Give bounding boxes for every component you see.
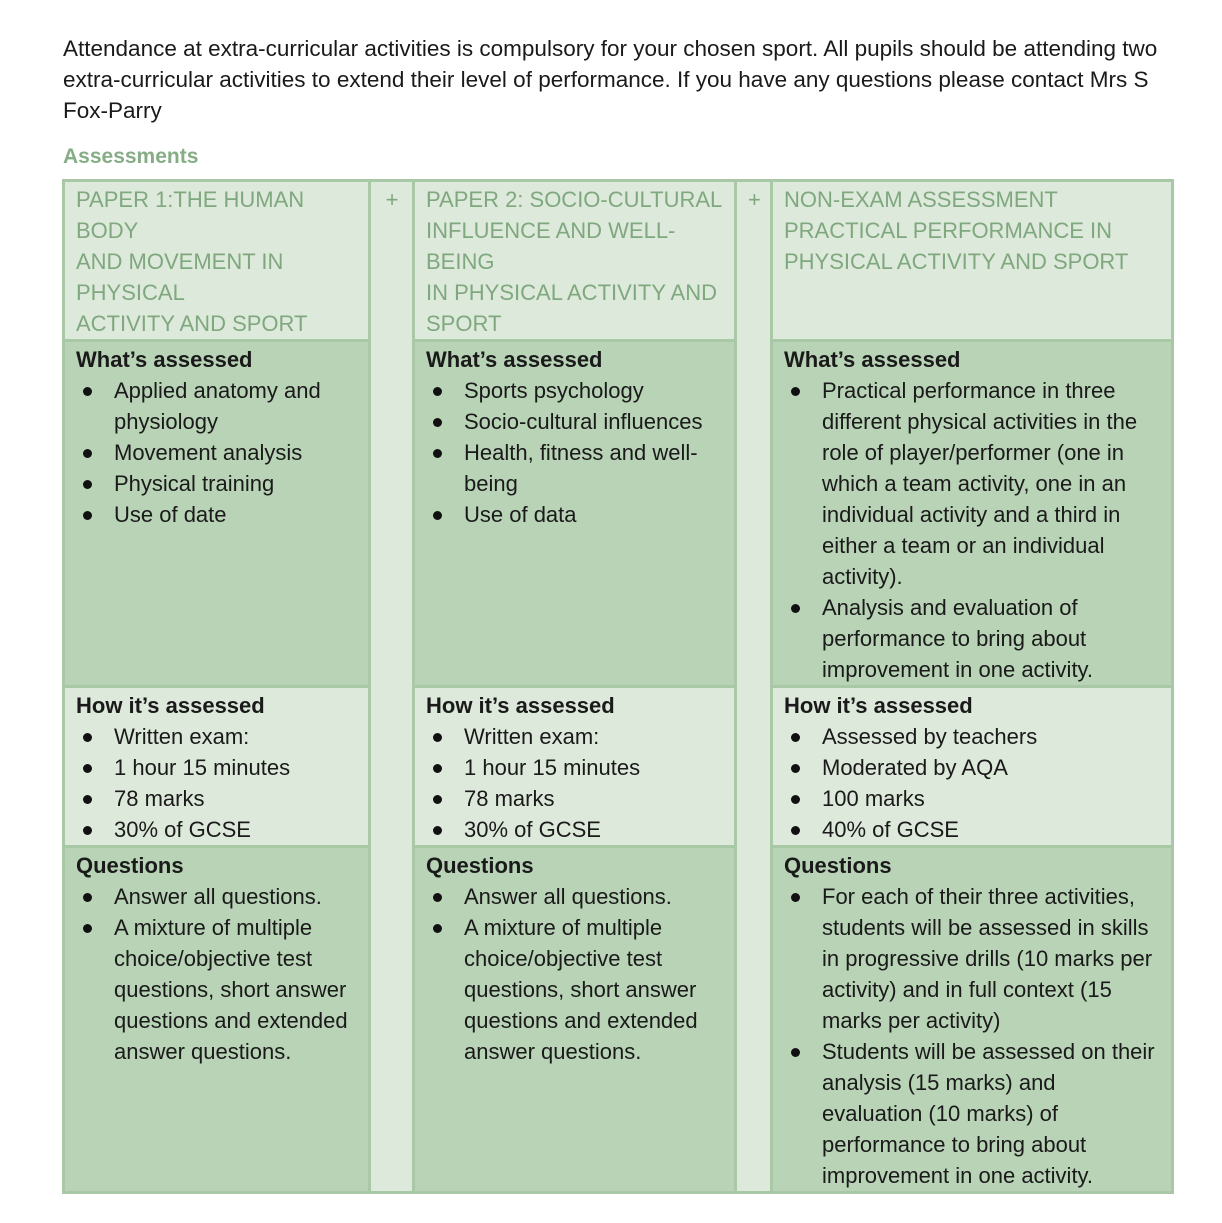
list-item: Assessed by teachers — [784, 721, 1161, 752]
section-title: What’s assessed — [784, 347, 961, 372]
list-item: Physical training — [76, 468, 358, 499]
list-item: Sports psychology — [426, 375, 724, 406]
list-item: Use of date — [76, 499, 358, 530]
whats-assessed-cell — [414, 341, 736, 687]
section-heading: Assessments — [63, 145, 199, 168]
section-title: How it’s assessed — [784, 693, 973, 718]
list-item: For each of their three activities, students will be assessed in skills in progressive drills (10 marks per activity) and in full context (15 marks per activity) — [784, 881, 1161, 1036]
column-header-paper-2: PAPER 2: SOCIO-CULTURAL INFLUENCE AND WELL-BEING IN PHYSICAL ACTIVITY AND SPORT — [414, 181, 736, 341]
list-item: Health, fitness and well-being — [426, 437, 724, 499]
how-assessed-row — [64, 687, 1173, 847]
list-item: Answer all questions. — [76, 881, 358, 912]
list-item: 1 hour 15 minutes — [426, 752, 724, 783]
section-title: What’s assessed — [426, 347, 603, 372]
section-title: How it’s assessed — [426, 693, 615, 718]
plus-separator: + — [736, 181, 772, 1193]
list-item: Practical performance in three different physical activities in the role of player/performer (one in which a team activity, one in an individual activity and a third in either a team or an individual activity). — [784, 375, 1161, 592]
column-header-paper-1: PAPER 1:THE HUMAN BODY AND MOVEMENT IN PHYSICAL ACTIVITY AND SPORT — [64, 181, 370, 341]
list-item: Students will be assessed on their analysis (15 marks) and evaluation (10 marks) of performance to bring about improvement in one activity. — [784, 1036, 1161, 1191]
whats-assessed-cell — [772, 341, 1173, 687]
questions-row — [64, 847, 1173, 1193]
how-assessed-cell — [64, 687, 370, 847]
list-item: Moderated by AQA — [784, 752, 1161, 783]
list-item: 1 hour 15 minutes — [76, 752, 358, 783]
section-title: Questions — [784, 853, 892, 878]
section-title: How it’s assessed — [76, 693, 265, 718]
list-item: Written exam: — [426, 721, 724, 752]
how-assessed-cell — [772, 687, 1173, 847]
how-assessed-cell — [414, 687, 736, 847]
list-item: Use of data — [426, 499, 724, 530]
section-title: What’s assessed — [76, 347, 253, 372]
list-item: 78 marks — [426, 783, 724, 814]
list-item: A mixture of multiple choice/objective test questions, short answer questions and extended answer questions. — [76, 912, 358, 1067]
list-item: 78 marks — [76, 783, 358, 814]
list-item: Written exam: — [76, 721, 358, 752]
header-row — [64, 181, 1173, 341]
list-item: Applied anatomy and physiology — [76, 375, 358, 437]
list-item: 100 marks — [784, 783, 1161, 814]
questions-cell — [772, 847, 1173, 1193]
list-item: A mixture of multiple choice/objective test questions, short answer questions and extended answer questions. — [426, 912, 724, 1067]
assessment-table — [62, 179, 1174, 1194]
questions-cell — [64, 847, 370, 1193]
list-item: 40% of GCSE — [784, 814, 1161, 845]
whats-assessed-cell — [64, 341, 370, 687]
questions-cell — [414, 847, 736, 1193]
list-item: Movement analysis — [76, 437, 358, 468]
section-title: Questions — [426, 853, 534, 878]
section-title: Questions — [76, 853, 184, 878]
list-item: Answer all questions. — [426, 881, 724, 912]
whats-assessed-row — [64, 341, 1173, 687]
list-item: 30% of GCSE — [426, 814, 724, 845]
list-item: Socio-cultural influences — [426, 406, 724, 437]
list-item: Analysis and evaluation of performance to bring about improvement in one activity. — [784, 592, 1161, 685]
plus-separator: + — [370, 181, 414, 1193]
column-header-nea: NON-EXAM ASSESSMENT PRACTICAL PERFORMANCE IN PHYSICAL ACTIVITY AND SPORT — [772, 181, 1173, 341]
intro-paragraph: Attendance at extra-curricular activities is compulsory for your chosen sport. All pupils should be attending two extra-curricular activities to extend their level of performance. If you have any questions please contact Mrs S Fox-Parry — [63, 36, 1158, 123]
list-item: 30% of GCSE — [76, 814, 358, 845]
